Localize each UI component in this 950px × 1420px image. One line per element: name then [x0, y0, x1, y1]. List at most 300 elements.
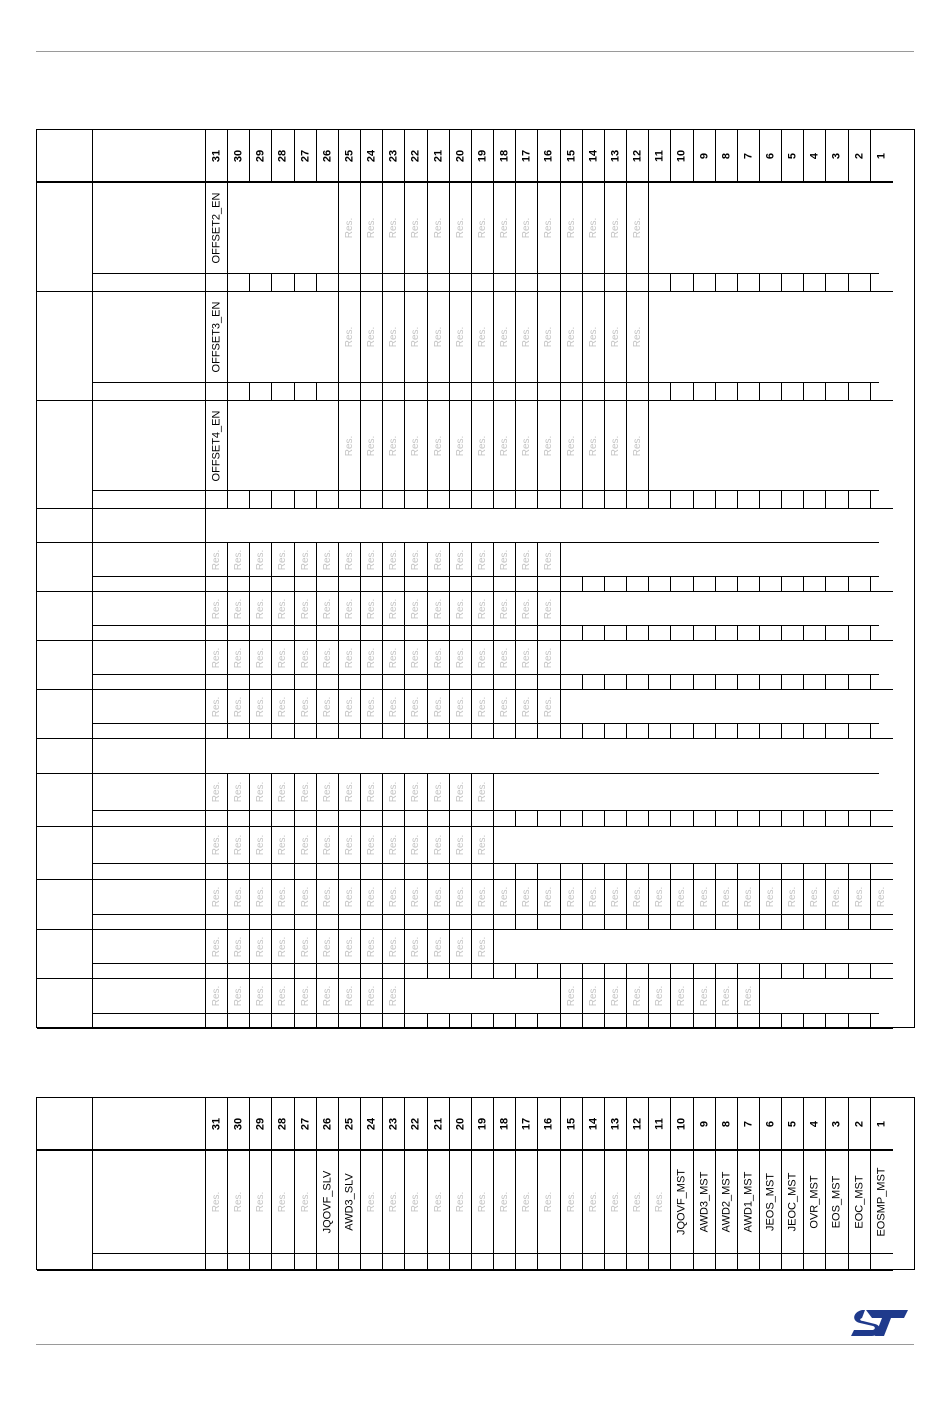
offset-cell: [37, 1151, 93, 1271]
unused-field-cell: [405, 979, 561, 1014]
reserved-bit-label: Res.: [631, 886, 643, 908]
reset-value-cell: [871, 915, 893, 930]
reserved-bit-label: Res.: [365, 985, 377, 1007]
reserved-bit-label: Res.: [299, 886, 311, 908]
reserved-bit-label: Res.: [543, 696, 554, 717]
bit-number-label: 20: [454, 1117, 466, 1130]
reserved-bit-cell: [428, 183, 450, 274]
unused-field-cell: [760, 979, 879, 1014]
reserved-bit-label: Res.: [543, 1191, 554, 1213]
reset-value-cell: [295, 491, 317, 509]
reserved-bit-cell: [561, 979, 583, 1014]
reset-value-cell: [627, 1254, 649, 1271]
reserved-bit-cell: [206, 930, 228, 964]
reset-value-cell: [405, 964, 428, 979]
reserved-bit-cell: [383, 401, 405, 491]
reset-value-cell: [317, 675, 339, 690]
bit-number-label: 31: [210, 1117, 222, 1130]
reserved-bit-label: Res.: [808, 886, 820, 908]
reserved-bit-cell: [428, 292, 450, 383]
reset-value-cell: [583, 1014, 605, 1029]
bit-field-cell: [206, 401, 228, 491]
bit-field-label: OFFSET2_EN: [210, 192, 222, 264]
reset-value-cell: [782, 964, 804, 979]
reset-value-cell: [206, 1254, 228, 1271]
reset-value-cell: [450, 675, 472, 690]
reset-value-cell: [228, 1014, 250, 1029]
st-logo-icon: [848, 1306, 910, 1340]
reset-value-label-cell: [93, 675, 206, 690]
reserved-bit-label: Res.: [609, 435, 621, 456]
bit-header-cell: [206, 130, 228, 183]
reserved-bit-label: Res.: [410, 326, 421, 348]
reset-value-cell: [317, 964, 339, 979]
bit-number-label: 16: [542, 1117, 555, 1130]
reset-value-cell: [317, 577, 339, 592]
bit-header-cell: [804, 130, 826, 183]
reset-value-cell: [361, 964, 383, 979]
reserved-bit-label: Res.: [387, 435, 399, 456]
reset-value-cell: [206, 626, 228, 641]
reserved-bit-cell: [605, 401, 627, 491]
bit-header-cell: [782, 1098, 804, 1151]
reset-value-cell: [206, 577, 228, 592]
reserved-bit-cell: [228, 880, 250, 915]
reserved-bit-label: Res.: [410, 549, 421, 570]
reserved-bit-label: Res.: [210, 834, 222, 856]
bit-number-label: 14: [587, 149, 599, 162]
bit-header-cell: [206, 1098, 228, 1151]
reset-value-cell: [538, 383, 561, 401]
reset-value-cell: [383, 964, 405, 979]
reset-value-cell: [472, 626, 494, 641]
reserved-bit-label: Res.: [343, 647, 355, 668]
reserved-bit-label: Res.: [277, 647, 288, 668]
reset-value-cell: [760, 1014, 782, 1029]
reset-value-cell: [782, 383, 804, 401]
reset-value-cell: [671, 626, 694, 641]
reserved-bit-cell: [250, 827, 272, 864]
reset-value-cell: [561, 811, 583, 827]
bit-header-cell: [339, 1098, 361, 1151]
reserved-bit-label: Res.: [321, 834, 333, 856]
reset-value-cell: [561, 724, 583, 739]
reserved-bit-label: Res.: [498, 696, 510, 717]
reset-value-cell: [561, 915, 583, 930]
reserved-bit-cell: [383, 774, 405, 811]
reset-value-cell: [871, 864, 893, 880]
reserved-bit-cell: [250, 880, 272, 915]
bit-header-cell: [295, 1098, 317, 1151]
reset-value-cell: [206, 811, 228, 827]
reserved-bit-cell: [494, 880, 516, 915]
reserved-bit-label: Res.: [343, 217, 355, 239]
reserved-bit-label: Res.: [410, 781, 421, 803]
reset-value-cell: [339, 811, 361, 827]
reserved-bit-cell: [561, 292, 583, 383]
reset-value-cell: [760, 675, 782, 690]
reset-value-cell: [826, 626, 849, 641]
reset-value-cell: [804, 675, 826, 690]
reset-value-cell: [272, 626, 295, 641]
reset-value-cell: [317, 811, 339, 827]
reserved-bit-label: Res.: [365, 435, 377, 456]
bit-header-cell: [627, 1098, 649, 1151]
reserved-bit-label: Res.: [543, 326, 554, 348]
reserved-bit-label: Res.: [498, 647, 510, 668]
reserved-bit-cell: [428, 930, 450, 964]
bit-field-label: EOSMP_MST: [875, 1167, 888, 1237]
reserved-bit-cell: [361, 827, 383, 864]
reserved-bit-cell: [295, 880, 317, 915]
bit-number-label: 1: [875, 1120, 888, 1127]
reserved-bit-cell: [361, 1151, 383, 1254]
reserved-bit-label: Res.: [232, 886, 244, 908]
bit-header-cell: [538, 130, 561, 183]
reset-value-cell: [250, 274, 272, 292]
reset-value-label-cell: [93, 1254, 206, 1271]
reset-value-cell: [250, 964, 272, 979]
bit-number-label: 17: [520, 1117, 532, 1130]
reset-value-cell: [605, 626, 627, 641]
reset-value-cell: [871, 577, 893, 592]
reset-value-cell: [228, 864, 250, 880]
reserved-bit-label: Res.: [321, 781, 333, 803]
reset-value-cell: [516, 1014, 538, 1029]
reserved-bit-label: Res.: [565, 217, 577, 239]
reserved-bit-label: Res.: [543, 598, 554, 619]
reset-value-cell: [228, 274, 250, 292]
reserved-bit-cell: [272, 690, 295, 724]
reserved-bit-label: Res.: [210, 886, 222, 908]
bit-number-label: 14: [587, 1117, 599, 1130]
reserved-bit-label: Res.: [343, 834, 355, 856]
offset-cell: [37, 690, 93, 739]
reset-value-cell: [361, 1254, 383, 1271]
offset-header-cell: [37, 130, 93, 183]
register-name-cell: [93, 827, 206, 864]
reserved-bit-cell: [272, 979, 295, 1014]
reserved-bit-label: Res.: [454, 781, 466, 803]
reserved-bit-label: Res.: [454, 886, 466, 908]
bit-header-cell: [738, 130, 760, 183]
reserved-bit-cell: [561, 1151, 583, 1254]
reserved-bit-cell: [383, 827, 405, 864]
reset-value-cell: [826, 915, 849, 930]
reserved-bit-label: Res.: [498, 598, 510, 619]
reserved-bit-label: Res.: [387, 1191, 399, 1213]
reset-value-label-cell: [93, 577, 206, 592]
reset-value-cell: [804, 864, 826, 880]
reserved-bit-label: Res.: [543, 217, 554, 239]
reset-value-cell: [694, 1254, 716, 1271]
reserved-bit-cell: [694, 880, 716, 915]
bit-field-label: JQOVF_SLV: [321, 1170, 333, 1234]
reset-value-cell: [405, 724, 428, 739]
reserved-bit-label: Res.: [676, 985, 687, 1007]
reset-value-cell: [782, 626, 804, 641]
reset-value-cell: [250, 915, 272, 930]
reset-value-cell: [405, 491, 428, 509]
unused-field-cell: [206, 739, 879, 774]
bit-header-cell: [494, 130, 516, 183]
bit-field-cell: [782, 1151, 804, 1254]
bit-header-cell: [405, 1098, 428, 1151]
reset-value-cell: [760, 964, 782, 979]
reset-value-cell: [272, 724, 295, 739]
reset-value-cell: [405, 383, 428, 401]
reserved-bit-cell: [494, 1151, 516, 1254]
reset-value-cell: [516, 864, 538, 880]
reserved-bit-label: Res.: [454, 696, 466, 717]
reset-value-cell: [538, 724, 561, 739]
bit-number-label: 11: [653, 149, 665, 162]
reserved-bit-cell: [383, 979, 405, 1014]
bit-field-cell: [716, 1151, 738, 1254]
unused-field-cell: [228, 401, 339, 491]
reset-value-cell: [649, 491, 671, 509]
reset-value-cell: [871, 1014, 893, 1029]
reserved-bit-label: Res.: [365, 834, 377, 856]
reset-value-cell: [405, 274, 428, 292]
offset-cell: [37, 292, 93, 401]
reserved-bit-cell: [627, 401, 649, 491]
bit-header-cell: [649, 130, 671, 183]
reset-value-cell: [383, 491, 405, 509]
reserved-bit-cell: [538, 592, 561, 626]
reset-value-cell: [561, 864, 583, 880]
reset-value-cell: [605, 675, 627, 690]
reset-value-cell: [295, 1014, 317, 1029]
reserved-bit-label: Res.: [232, 834, 244, 856]
bit-header-cell: [472, 130, 494, 183]
reserved-bit-label: Res.: [587, 886, 599, 908]
reserved-bit-label: Res.: [321, 886, 333, 908]
reset-value-cell: [627, 675, 649, 690]
reset-value-cell: [450, 1014, 472, 1029]
reset-value-cell: [782, 724, 804, 739]
reserved-bit-label: Res.: [299, 549, 311, 570]
reset-value-cell: [782, 675, 804, 690]
reserved-bit-cell: [627, 880, 649, 915]
offset-cell: [37, 401, 93, 509]
reset-value-cell: [405, 675, 428, 690]
reset-value-cell: [405, 626, 428, 641]
register-name-cell: [93, 930, 206, 964]
reset-value-cell: [583, 577, 605, 592]
register-header-cell: [93, 130, 206, 183]
reserved-bit-label: Res.: [520, 647, 532, 668]
reset-value-cell: [694, 274, 716, 292]
reserved-bit-cell: [826, 880, 849, 915]
reset-value-cell: [538, 675, 561, 690]
bit-number-label: 22: [409, 1117, 422, 1130]
bit-field-label: OVR_MST: [808, 1175, 820, 1229]
reset-value-cell: [538, 1254, 561, 1271]
reset-value-cell: [494, 274, 516, 292]
reset-value-cell: [738, 577, 760, 592]
reset-value-cell: [871, 1254, 893, 1271]
reserved-bit-cell: [494, 641, 516, 675]
reset-value-cell: [339, 724, 361, 739]
reset-value-cell: [472, 675, 494, 690]
reserved-bit-label: Res.: [210, 598, 222, 619]
reset-value-cell: [494, 577, 516, 592]
reserved-bit-cell: [361, 690, 383, 724]
reset-value-cell: [538, 811, 561, 827]
reset-value-cell: [649, 274, 671, 292]
reserved-bit-label: Res.: [476, 936, 488, 957]
bit-number-label: 25: [343, 149, 355, 162]
reserved-bit-cell: [538, 690, 561, 724]
reset-value-cell: [738, 1014, 760, 1029]
reset-value-cell: [694, 577, 716, 592]
reset-value-cell: [516, 811, 538, 827]
reserved-bit-label: Res.: [387, 834, 399, 856]
bit-field-cell: [738, 1151, 760, 1254]
reserved-bit-cell: [671, 979, 694, 1014]
reset-value-cell: [716, 724, 738, 739]
bit-number-label: 29: [254, 149, 266, 162]
bit-header-cell: [361, 1098, 383, 1151]
offset-cell: [37, 509, 93, 543]
reserved-bit-cell: [428, 1151, 450, 1254]
reserved-bit-label: Res.: [321, 598, 333, 619]
reset-value-cell: [339, 626, 361, 641]
reset-value-cell: [206, 383, 228, 401]
reserved-bit-cell: [339, 592, 361, 626]
reset-value-cell: [339, 383, 361, 401]
reserved-bit-label: Res.: [365, 886, 377, 908]
bit-number-label: 19: [476, 1117, 488, 1130]
reset-value-cell: [649, 915, 671, 930]
reset-value-cell: [583, 724, 605, 739]
reset-value-cell: [516, 577, 538, 592]
bit-header-cell: [516, 1098, 538, 1151]
bit-header-cell: [450, 1098, 472, 1151]
bit-field-cell: [871, 1151, 893, 1254]
reset-value-cell: [738, 864, 760, 880]
reserved-bit-label: Res.: [299, 936, 311, 957]
reserved-bit-cell: [450, 292, 472, 383]
reset-value-label-cell: [93, 811, 206, 827]
bit-header-cell: [716, 130, 738, 183]
reset-value-cell: [627, 724, 649, 739]
reserved-bit-cell: [250, 774, 272, 811]
reserved-bit-cell: [228, 690, 250, 724]
reset-value-cell: [405, 1254, 428, 1271]
reset-value-cell: [516, 724, 538, 739]
bit-number-label: 26: [321, 1117, 333, 1130]
reserved-bit-label: Res.: [476, 598, 488, 619]
reset-value-cell: [272, 577, 295, 592]
reserved-bit-cell: [516, 292, 538, 383]
reset-value-cell: [472, 274, 494, 292]
reset-value-cell: [317, 864, 339, 880]
reset-value-cell: [583, 811, 605, 827]
reserved-bit-cell: [450, 690, 472, 724]
register-name-cell: [93, 183, 206, 274]
reserved-bit-cell: [272, 641, 295, 675]
register-name-cell: [93, 774, 206, 811]
bit-number-label: 12: [631, 149, 643, 162]
reserved-bit-label: Res.: [232, 1191, 244, 1213]
unused-field-cell: [228, 292, 339, 383]
reset-value-cell: [472, 1254, 494, 1271]
reset-value-cell: [871, 383, 893, 401]
reset-value-cell: [272, 383, 295, 401]
bit-number-label: 2: [853, 1120, 865, 1127]
reset-value-cell: [649, 724, 671, 739]
bit-number-label: 9: [698, 152, 710, 159]
reserved-bit-cell: [472, 641, 494, 675]
bit-header-cell: [849, 1098, 871, 1151]
reset-value-cell: [206, 1014, 228, 1029]
reset-value-cell: [272, 274, 295, 292]
reserved-bit-label: Res.: [365, 217, 377, 239]
reset-value-cell: [339, 1014, 361, 1029]
bit-header-cell: [383, 1098, 405, 1151]
reserved-bit-cell: [716, 880, 738, 915]
reset-value-cell: [694, 915, 716, 930]
reserved-bit-cell: [317, 774, 339, 811]
reserved-bit-label: Res.: [454, 435, 466, 456]
reserved-bit-cell: [516, 592, 538, 626]
reset-value-cell: [605, 1014, 627, 1029]
reset-value-cell: [383, 1254, 405, 1271]
bit-header-cell: [428, 130, 450, 183]
reset-value-cell: [516, 491, 538, 509]
reserved-bit-label: Res.: [520, 435, 532, 456]
reset-value-cell: [383, 1014, 405, 1029]
bit-header-cell: [716, 1098, 738, 1151]
reserved-bit-cell: [472, 292, 494, 383]
bit-field-cell: [339, 1151, 361, 1254]
reserved-bit-label: Res.: [277, 985, 288, 1007]
bit-field-label: AWD2_MST: [720, 1171, 732, 1233]
reset-value-cell: [494, 1014, 516, 1029]
reset-value-cell: [405, 915, 428, 930]
reset-value-cell: [605, 491, 627, 509]
reserved-bit-label: Res.: [454, 834, 466, 856]
reserved-bit-cell: [538, 641, 561, 675]
bit-field-label: JQOVF_MST: [675, 1168, 688, 1236]
bit-header-cell: [272, 130, 295, 183]
reserved-bit-label: Res.: [498, 886, 510, 908]
register-map-table-upper: [36, 129, 915, 1028]
reserved-bit-label: Res.: [498, 326, 510, 348]
reserved-bit-label: Res.: [631, 217, 643, 239]
reset-value-cell: [826, 964, 849, 979]
reset-value-cell: [694, 491, 716, 509]
reserved-bit-label: Res.: [742, 985, 754, 1007]
reserved-bit-label: Res.: [520, 696, 532, 717]
reset-value-cell: [804, 1254, 826, 1271]
reset-value-cell: [804, 491, 826, 509]
reserved-bit-label: Res.: [277, 696, 288, 717]
reset-value-cell: [583, 675, 605, 690]
reserved-bit-label: Res.: [565, 326, 577, 348]
reserved-bit-cell: [405, 183, 428, 274]
reserved-bit-label: Res.: [410, 647, 421, 668]
reserved-bit-cell: [405, 930, 428, 964]
reset-value-cell: [383, 274, 405, 292]
reserved-bit-label: Res.: [365, 598, 377, 619]
reset-value-cell: [450, 1254, 472, 1271]
bit-header-cell: [871, 1098, 893, 1151]
reset-value-cell: [361, 1014, 383, 1029]
bit-number-label: 3: [830, 152, 843, 159]
